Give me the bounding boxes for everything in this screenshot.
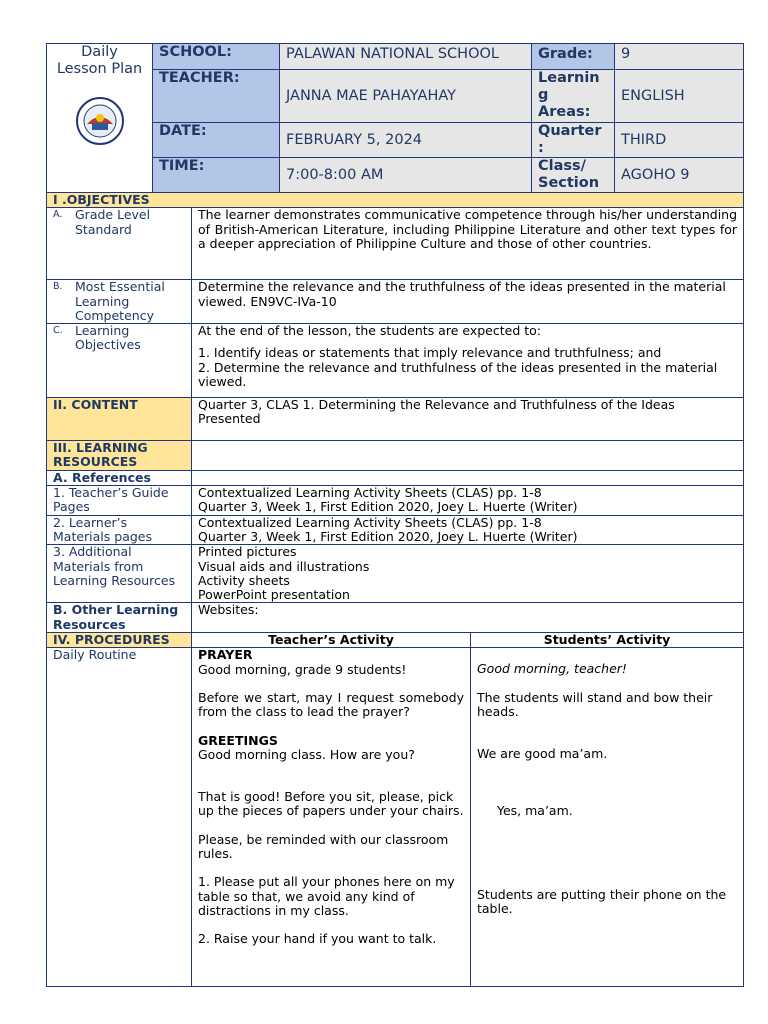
dlp-title-line2: Lesson Plan (56, 61, 143, 77)
procedures-heading: IV. PROCEDURES (47, 633, 192, 648)
learning-objectives-text (192, 324, 744, 398)
teacher-rule-1: 1. Please put all your phones here on my table so that, we avoid any kind of distractions in my class. (198, 874, 455, 918)
grade-label: Grade: (532, 44, 615, 70)
students-phone: Students are putting their phone on the table. (477, 886, 727, 917)
header-table (46, 43, 744, 193)
quarter-label: Quarter : (532, 123, 615, 158)
teacher-how-are-you: Good morning class. How are you? (198, 746, 415, 762)
melc-label: B. Most Essential Learning Competency (47, 280, 192, 324)
teacher-rule-2: 2. Raise your hand if you want to talk. (198, 931, 437, 947)
objective-item-1: 1. Identify ideas or statements that imply relevance and truthfulness; and (198, 345, 662, 361)
students-good: We are good ma’am. (477, 746, 608, 762)
teacher-activity-cell (192, 648, 471, 987)
students-yes: Yes, ma’am. (497, 802, 573, 818)
grade-level-standard-text: The learner demonstrates communicative competence through his/her understanding of British-American Literature, including Philippine Literature and other text types for a deeper appreciation of Philippine Culture and those of other countries. (192, 208, 744, 280)
teacher-rules-intro: Please, be reminded with our classroom rules. (198, 831, 449, 862)
learners-materials-label: 2. Learner’s Materials pages (47, 515, 192, 545)
teacher-greeting: Good morning, grade 9 students! (198, 661, 407, 677)
other-resources-label: B. Other Learning Resources (47, 603, 192, 633)
teacher-pick-up: That is good! Before you sit, please, pick up the pieces of papers under your chairs. (198, 789, 464, 819)
list-item: Activity sheets (198, 572, 290, 588)
class-section-label: Class/ Section (532, 158, 615, 193)
date-value: FEBRUARY 5, 2024 (280, 123, 532, 158)
daily-routine-label: Daily Routine (47, 648, 192, 987)
students-stand: The students will stand and bow their heads. (477, 689, 713, 719)
learning-resources-empty (192, 441, 744, 471)
objectives-intro: At the end of the lesson, the students are expected to: (198, 323, 541, 339)
references-empty (192, 470, 744, 485)
lesson-plan-table (46, 192, 744, 987)
students-activity-header: Students’ Activity (471, 633, 744, 648)
class-section-value: AGOHO 9 (615, 158, 744, 193)
list-item: Visual aids and illustrations (198, 558, 370, 574)
learning-resources-heading: III. LEARNING RESOURCES (47, 441, 192, 471)
school-label: SCHOOL: (153, 44, 280, 70)
teacher-value: JANNA MAE PAHAYAHAY (280, 70, 532, 123)
school-value: PALAWAN NATIONAL SCHOOL (280, 44, 532, 70)
time-label: TIME: (153, 158, 280, 193)
objectives-heading: I .OBJECTIVES (47, 193, 744, 208)
melc-text: Determine the relevance and the truthfulness of the ideas presented in the material viewed. EN9VC-IVa-10 (192, 280, 744, 324)
prayer-heading: PRAYER (198, 647, 253, 663)
additional-materials-label: 3. Additional Materials from Learning Resources (47, 545, 192, 603)
learning-areas-label: Learnin g Areas: (532, 70, 615, 123)
teachers-guide-text: Contextualized Learning Activity Sheets (CLAS) pp. 1-8 Quarter 3, Week 1, First Edition 2020, Joey L. Huerte (Writer) (192, 486, 744, 516)
teacher-activity-header: Teacher’s Activity (192, 633, 471, 648)
grade-value: 9 (615, 44, 744, 70)
daily-lesson-plan-cell (47, 44, 153, 193)
date-label: DATE: (153, 123, 280, 158)
learning-areas-value: ENGLISH (615, 70, 744, 123)
deped-seal-icon (75, 96, 125, 151)
list-item: Printed pictures (198, 544, 297, 560)
greetings-heading: GREETINGS (198, 732, 278, 748)
additional-materials-list (192, 545, 744, 603)
time-value: 7:00-8:00 AM (280, 158, 532, 193)
content-heading: II. CONTENT (47, 398, 192, 441)
content-text: Quarter 3, CLAS 1. Determining the Relevance and Truthfulness of the Ideas Presented (192, 398, 744, 441)
list-item: PowerPoint presentation (198, 587, 350, 603)
other-resources-value: Websites: (192, 603, 744, 633)
students-activity-cell (471, 648, 744, 987)
learning-objectives-label: C. Learning Objectives (47, 324, 192, 398)
learners-materials-text: Contextualized Learning Activity Sheets (CLAS) pp. 1-8 Quarter 3, Week 1, First Edition 2020, Joey L. Huerte (Writer) (192, 515, 744, 545)
dlp-title-line1: Daily (81, 44, 118, 60)
objective-item-2: 2. Determine the relevance and truthfulness of the ideas presented in the material viewed. (198, 359, 718, 390)
teacher-request: Before we start, may I request somebody from the class to lead the prayer? (198, 689, 464, 720)
teachers-guide-label: 1. Teacher’s Guide Pages (47, 486, 192, 516)
grade-level-standard-label: A. Grade Level Standard (47, 208, 192, 280)
teacher-label: TEACHER: (153, 70, 280, 123)
quarter-value: THIRD (615, 123, 744, 158)
references-heading: A. References (47, 470, 192, 485)
students-greeting: Good morning, teacher! (477, 661, 627, 677)
